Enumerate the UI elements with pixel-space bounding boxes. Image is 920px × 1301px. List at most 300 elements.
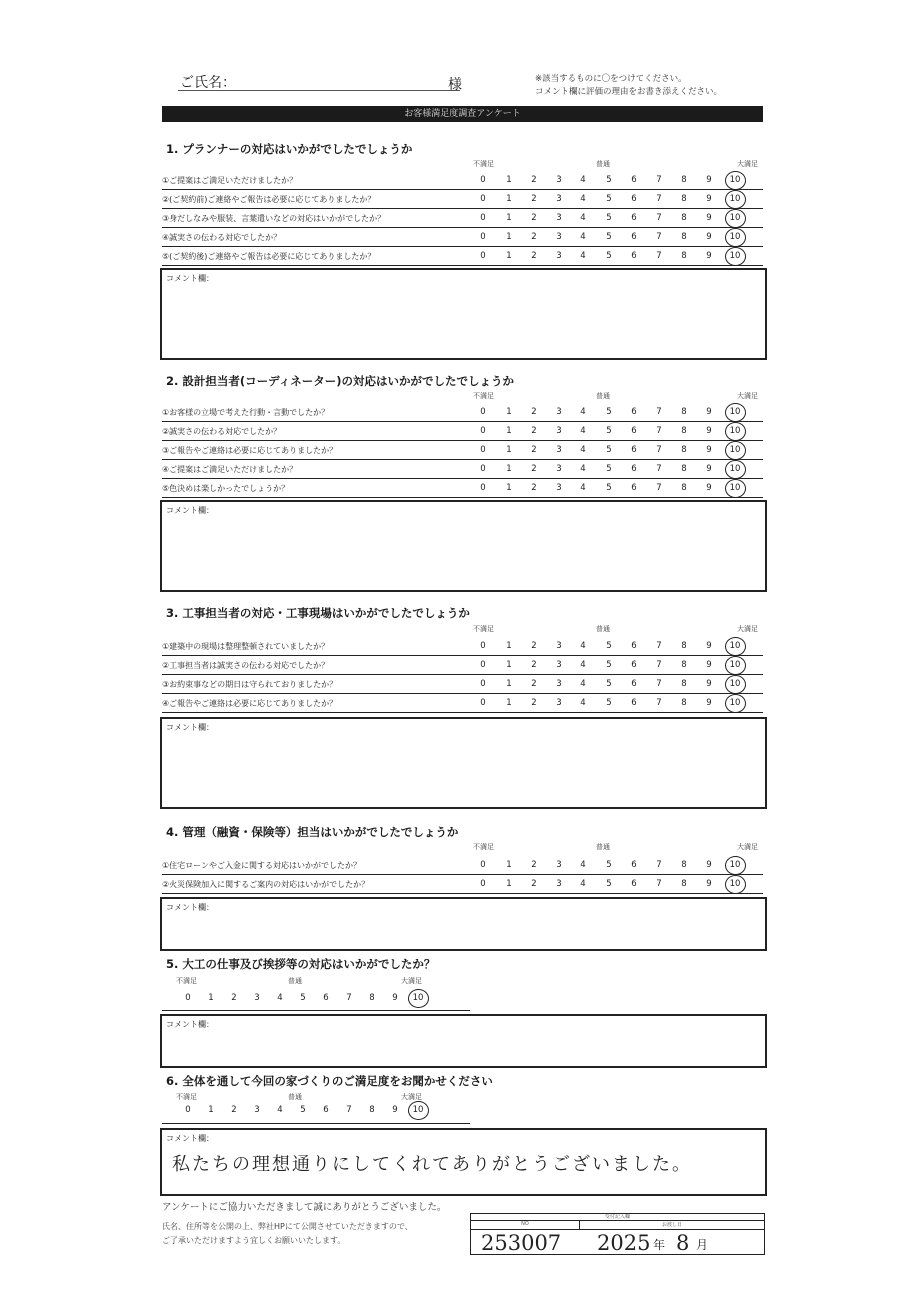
selected-rating-circle bbox=[725, 875, 746, 894]
rating-option-8[interactable]: 8 bbox=[681, 879, 687, 889]
question-row bbox=[162, 209, 763, 228]
rating-option-6[interactable]: 6 bbox=[631, 860, 637, 870]
rating-option-9[interactable]: 9 bbox=[706, 407, 712, 417]
rating-option-0[interactable]: 0 bbox=[480, 660, 486, 670]
rating-option-0[interactable]: 0 bbox=[480, 483, 486, 493]
question-row bbox=[162, 479, 763, 498]
rating-option-7[interactable]: 7 bbox=[656, 194, 662, 204]
rating-option-3[interactable]: 3 bbox=[556, 251, 562, 261]
rating-option-9[interactable]: 9 bbox=[392, 1105, 398, 1115]
rating-option-10[interactable]: 10 bbox=[729, 194, 741, 204]
rating-option-6[interactable]: 6 bbox=[631, 679, 637, 689]
rating-option-4[interactable]: 4 bbox=[277, 1105, 283, 1115]
office-record-box bbox=[470, 1213, 765, 1255]
question-text: ②誠実さの伝わる対応でしたか？ bbox=[162, 427, 282, 436]
record-month-unit: 月 bbox=[696, 1238, 709, 1252]
rating-option-1[interactable]: 1 bbox=[506, 698, 512, 708]
rating-option-0[interactable]: 0 bbox=[480, 251, 486, 261]
rating-option-4[interactable]: 4 bbox=[580, 426, 586, 436]
rating-option-8[interactable]: 8 bbox=[681, 175, 687, 185]
rating-option-2[interactable]: 2 bbox=[531, 660, 537, 670]
rating-option-8[interactable]: 8 bbox=[681, 483, 687, 493]
rating-option-7[interactable]: 7 bbox=[656, 445, 662, 455]
rating-option-3[interactable]: 3 bbox=[556, 445, 562, 455]
rating-option-5[interactable]: 5 bbox=[606, 426, 612, 436]
rating-option-0[interactable]: 0 bbox=[480, 407, 486, 417]
scale-label-mid: 普通 bbox=[288, 977, 302, 985]
rating-option-9[interactable]: 9 bbox=[706, 641, 712, 651]
rating-option-2[interactable]: 2 bbox=[531, 426, 537, 436]
rating-option-9[interactable]: 9 bbox=[392, 993, 398, 1003]
rating-option-5[interactable]: 5 bbox=[606, 679, 612, 689]
rating-option-9[interactable]: 9 bbox=[706, 860, 712, 870]
rating-option-6[interactable]: 6 bbox=[631, 213, 637, 223]
rating-option-3[interactable]: 3 bbox=[556, 660, 562, 670]
selected-rating-circle bbox=[408, 1101, 429, 1120]
rating-option-1[interactable]: 1 bbox=[506, 175, 512, 185]
scale-label-mid: 普通 bbox=[596, 392, 610, 400]
rating-option-2[interactable]: 2 bbox=[531, 213, 537, 223]
rating-option-3[interactable]: 3 bbox=[556, 194, 562, 204]
question-text: ①建築中の現場は整理整頓されていましたか？ bbox=[162, 642, 330, 651]
question-row bbox=[162, 675, 763, 694]
selected-rating-circle bbox=[725, 856, 746, 875]
section-title: 1. プランナーの対応はいかがでしたでしょうか bbox=[166, 142, 413, 156]
question-row bbox=[162, 171, 763, 190]
scale-label-low: 不満足 bbox=[473, 625, 494, 633]
rating-option-0[interactable]: 0 bbox=[480, 641, 486, 651]
selected-rating-circle bbox=[725, 403, 746, 422]
question-text: ①お客様の立場で考えた行動・言動でしたか？ bbox=[162, 408, 330, 417]
rating-option-4[interactable]: 4 bbox=[580, 407, 586, 417]
rating-option-5[interactable]: 5 bbox=[300, 993, 306, 1003]
rating-option-1[interactable]: 1 bbox=[506, 194, 512, 204]
name-suffix: 様 bbox=[448, 77, 462, 93]
rating-option-3[interactable]: 3 bbox=[556, 232, 562, 242]
rating-option-5[interactable]: 5 bbox=[606, 232, 612, 242]
selected-rating-circle bbox=[725, 637, 746, 656]
record-year-unit: 年 bbox=[653, 1238, 666, 1252]
rating-option-0[interactable]: 0 bbox=[480, 445, 486, 455]
scale-label-high: 大満足 bbox=[737, 160, 758, 168]
rating-option-8[interactable]: 8 bbox=[681, 679, 687, 689]
rating-option-3[interactable]: 3 bbox=[556, 407, 562, 417]
rating-option-2[interactable]: 2 bbox=[531, 698, 537, 708]
selected-rating-circle bbox=[725, 441, 746, 460]
rating-underline bbox=[162, 1123, 470, 1124]
scale-label-high: 大満足 bbox=[737, 625, 758, 633]
rating-option-9[interactable]: 9 bbox=[706, 213, 712, 223]
rating-option-7[interactable]: 7 bbox=[346, 1105, 352, 1115]
rating-option-10[interactable]: 10 bbox=[729, 251, 741, 261]
selected-rating-circle bbox=[725, 190, 746, 209]
comment-box[interactable] bbox=[160, 717, 767, 809]
rating-option-6[interactable]: 6 bbox=[631, 698, 637, 708]
question-text: ④ご報告やご連絡は必要に応じてありましたか？ bbox=[162, 699, 338, 708]
comment-label: コメント欄： bbox=[166, 506, 214, 515]
selected-rating-circle bbox=[725, 209, 746, 228]
rating-option-2[interactable]: 2 bbox=[531, 860, 537, 870]
rating-option-5[interactable]: 5 bbox=[606, 407, 612, 417]
rating-underline bbox=[162, 1010, 470, 1011]
rating-option-9[interactable]: 9 bbox=[706, 426, 712, 436]
rating-option-8[interactable]: 8 bbox=[681, 232, 687, 242]
question-row bbox=[162, 694, 763, 713]
question-text: ③お約束事などの期日は守られておりましたか？ bbox=[162, 680, 338, 689]
rating-option-1[interactable]: 1 bbox=[506, 483, 512, 493]
selected-rating-circle bbox=[725, 460, 746, 479]
record-month: 8 bbox=[676, 1231, 690, 1255]
rating-option-6[interactable]: 6 bbox=[631, 251, 637, 261]
rating-option-9[interactable]: 9 bbox=[706, 445, 712, 455]
comment-text: 私たちの理想通りにしてくれてありがとうございました。 bbox=[172, 1154, 692, 1175]
question-text: ②工事担当者は誠実さの伝わる対応でしたか？ bbox=[162, 661, 330, 670]
rating-option-4[interactable]: 4 bbox=[580, 679, 586, 689]
rating-option-3[interactable]: 3 bbox=[556, 426, 562, 436]
rating-option-10[interactable]: 10 bbox=[729, 464, 741, 474]
section-title: 2. 設計担当者(コーディネーター)の対応はいかがでしたでしょうか bbox=[166, 374, 514, 388]
question-row bbox=[162, 190, 763, 209]
rating-option-9[interactable]: 9 bbox=[706, 660, 712, 670]
rating-option-5[interactable]: 5 bbox=[606, 213, 612, 223]
rating-option-0[interactable]: 0 bbox=[480, 879, 486, 889]
selected-rating-circle bbox=[408, 989, 429, 1008]
rating-option-4[interactable]: 4 bbox=[277, 993, 283, 1003]
record-no-value: 253007 bbox=[481, 1231, 562, 1255]
rating-option-5[interactable]: 5 bbox=[606, 641, 612, 651]
rating-option-8[interactable]: 8 bbox=[681, 860, 687, 870]
rating-option-5[interactable]: 5 bbox=[606, 879, 612, 889]
rating-option-8[interactable]: 8 bbox=[681, 445, 687, 455]
rating-option-0[interactable]: 0 bbox=[480, 464, 486, 474]
footer-thanks: アンケートにご協力いただきまして誠にありがとうございました。 bbox=[162, 1202, 447, 1213]
comment-box[interactable] bbox=[160, 500, 767, 592]
rating-option-2[interactable]: 2 bbox=[231, 1105, 237, 1115]
rating-option-4[interactable]: 4 bbox=[580, 879, 586, 889]
rating-option-4[interactable]: 4 bbox=[580, 251, 586, 261]
rating-option-5[interactable]: 5 bbox=[606, 483, 612, 493]
comment-box[interactable] bbox=[160, 897, 767, 951]
rating-option-0[interactable]: 0 bbox=[480, 426, 486, 436]
rating-option-9[interactable]: 9 bbox=[706, 698, 712, 708]
scale-label-low: 不満足 bbox=[473, 160, 494, 168]
question-row bbox=[162, 228, 763, 247]
scale-label-mid: 普通 bbox=[596, 625, 610, 633]
record-no-label: NO bbox=[471, 1221, 580, 1230]
rating-option-10[interactable]: 10 bbox=[729, 213, 741, 223]
rating-option-9[interactable]: 9 bbox=[706, 679, 712, 689]
section-title: 6. 全体を通して今回の家づくりのご満足度をお聞かせください bbox=[166, 1074, 493, 1088]
rating-option-6[interactable]: 6 bbox=[631, 483, 637, 493]
rating-option-6[interactable]: 6 bbox=[631, 426, 637, 436]
rating-option-5[interactable]: 5 bbox=[606, 860, 612, 870]
rating-option-1[interactable]: 1 bbox=[506, 641, 512, 651]
comment-label: コメント欄： bbox=[166, 274, 214, 283]
rating-option-4[interactable]: 4 bbox=[580, 175, 586, 185]
footer-note: ご了承いただけますよう宜しくお願いいたします。 bbox=[162, 1236, 346, 1245]
rating-option-4[interactable]: 4 bbox=[580, 213, 586, 223]
rating-option-6[interactable]: 6 bbox=[631, 407, 637, 417]
rating-option-6[interactable]: 6 bbox=[631, 879, 637, 889]
question-text: ④ご提案はご満足いただけましたか？ bbox=[162, 465, 298, 474]
rating-option-1[interactable]: 1 bbox=[506, 232, 512, 242]
rating-option-10[interactable]: 10 bbox=[729, 426, 741, 436]
rating-option-6[interactable]: 6 bbox=[631, 464, 637, 474]
rating-option-9[interactable]: 9 bbox=[706, 483, 712, 493]
selected-rating-circle bbox=[725, 422, 746, 441]
rating-option-4[interactable]: 4 bbox=[580, 232, 586, 242]
rating-option-6[interactable]: 6 bbox=[631, 660, 637, 670]
rating-option-2[interactable]: 2 bbox=[531, 445, 537, 455]
comment-box[interactable] bbox=[160, 1014, 767, 1068]
comment-label: コメント欄： bbox=[166, 723, 214, 732]
rating-option-5[interactable]: 5 bbox=[300, 1105, 306, 1115]
rating-option-6[interactable]: 6 bbox=[323, 993, 329, 1003]
rating-option-4[interactable]: 4 bbox=[580, 860, 586, 870]
rating-option-3[interactable]: 3 bbox=[556, 679, 562, 689]
rating-option-10[interactable]: 10 bbox=[729, 660, 741, 670]
rating-option-2[interactable]: 2 bbox=[531, 464, 537, 474]
rating-option-3[interactable]: 3 bbox=[556, 879, 562, 889]
rating-option-2[interactable]: 2 bbox=[531, 251, 537, 261]
rating-option-8[interactable]: 8 bbox=[369, 993, 375, 1003]
rating-option-1[interactable]: 1 bbox=[506, 464, 512, 474]
rating-option-6[interactable]: 6 bbox=[631, 445, 637, 455]
rating-option-5[interactable]: 5 bbox=[606, 698, 612, 708]
rating-option-0[interactable]: 0 bbox=[480, 860, 486, 870]
question-row bbox=[162, 856, 763, 875]
rating-option-1[interactable]: 1 bbox=[506, 426, 512, 436]
selected-rating-circle bbox=[725, 228, 746, 247]
question-text: ③ご報告やご連絡は必要に応じてありましたか？ bbox=[162, 446, 338, 455]
rating-option-0[interactable]: 0 bbox=[480, 194, 486, 204]
rating-option-0[interactable]: 0 bbox=[480, 698, 486, 708]
section-title: 3. 工事担当者の対応・工事現場はいかがでしたでしょうか bbox=[166, 606, 470, 620]
rating-option-1[interactable]: 1 bbox=[506, 407, 512, 417]
question-text: ⑤色決めは楽しかったでしょうか？ bbox=[162, 484, 290, 493]
rating-option-1[interactable]: 1 bbox=[208, 993, 214, 1003]
rating-option-2[interactable]: 2 bbox=[531, 679, 537, 689]
rating-option-0[interactable]: 0 bbox=[185, 1105, 191, 1115]
scale-label-mid: 普通 bbox=[596, 843, 610, 851]
rating-option-3[interactable]: 3 bbox=[556, 483, 562, 493]
rating-option-5[interactable]: 5 bbox=[606, 194, 612, 204]
rating-option-3[interactable]: 3 bbox=[556, 641, 562, 651]
rating-option-8[interactable]: 8 bbox=[681, 641, 687, 651]
scale-label-high: 大満足 bbox=[737, 843, 758, 851]
selected-rating-circle bbox=[725, 479, 746, 498]
rating-option-1[interactable]: 1 bbox=[506, 860, 512, 870]
rating-option-8[interactable]: 8 bbox=[681, 194, 687, 204]
rating-option-9[interactable]: 9 bbox=[706, 175, 712, 185]
rating-option-8[interactable]: 8 bbox=[681, 426, 687, 436]
rating-option-7[interactable]: 7 bbox=[656, 426, 662, 436]
rating-option-3[interactable]: 3 bbox=[556, 175, 562, 185]
scale-label-low: 不満足 bbox=[473, 392, 494, 400]
question-row bbox=[162, 247, 763, 266]
rating-option-1[interactable]: 1 bbox=[506, 879, 512, 889]
selected-rating-circle bbox=[725, 656, 746, 675]
rating-option-2[interactable]: 2 bbox=[531, 232, 537, 242]
name-label: ご氏名： bbox=[180, 75, 236, 91]
rating-option-3[interactable]: 3 bbox=[254, 993, 260, 1003]
question-row bbox=[162, 875, 763, 894]
rating-option-7[interactable]: 7 bbox=[656, 407, 662, 417]
rating-option-10[interactable]: 10 bbox=[729, 445, 741, 455]
rating-option-4[interactable]: 4 bbox=[580, 660, 586, 670]
rating-option-0[interactable]: 0 bbox=[480, 213, 486, 223]
rating-option-1[interactable]: 1 bbox=[506, 679, 512, 689]
rating-option-8[interactable]: 8 bbox=[681, 251, 687, 261]
rating-option-3[interactable]: 3 bbox=[556, 464, 562, 474]
rating-option-8[interactable]: 8 bbox=[681, 464, 687, 474]
rating-option-4[interactable]: 4 bbox=[580, 464, 586, 474]
rating-option-10[interactable]: 10 bbox=[412, 1105, 424, 1115]
rating-option-0[interactable]: 0 bbox=[480, 175, 486, 185]
question-row bbox=[162, 656, 763, 675]
rating-option-7[interactable]: 7 bbox=[656, 175, 662, 185]
rating-option-9[interactable]: 9 bbox=[706, 251, 712, 261]
rating-option-8[interactable]: 8 bbox=[681, 213, 687, 223]
question-text: ③身だしなみや服装、言葉遣いなどの対応はいかがでしたか？ bbox=[162, 214, 386, 223]
rating-option-8[interactable]: 8 bbox=[681, 698, 687, 708]
rating-option-7[interactable]: 7 bbox=[656, 464, 662, 474]
scale-label-high: 大満足 bbox=[401, 977, 422, 985]
scale-label-mid: 普通 bbox=[596, 160, 610, 168]
rating-option-10[interactable]: 10 bbox=[729, 232, 741, 242]
rating-option-3[interactable]: 3 bbox=[556, 860, 562, 870]
rating-option-2[interactable]: 2 bbox=[531, 407, 537, 417]
question-text: ①住宅ローンやご入金に関する対応はいかがでしたか？ bbox=[162, 861, 362, 870]
rating-option-1[interactable]: 1 bbox=[208, 1105, 214, 1115]
rating-option-6[interactable]: 6 bbox=[631, 175, 637, 185]
rating-option-8[interactable]: 8 bbox=[369, 1105, 375, 1115]
rating-option-9[interactable]: 9 bbox=[706, 232, 712, 242]
rating-option-2[interactable]: 2 bbox=[531, 483, 537, 493]
rating-option-9[interactable]: 9 bbox=[706, 194, 712, 204]
rating-option-2[interactable]: 2 bbox=[531, 879, 537, 889]
rating-option-10[interactable]: 10 bbox=[729, 407, 741, 417]
rating-option-9[interactable]: 9 bbox=[706, 879, 712, 889]
rating-option-4[interactable]: 4 bbox=[580, 194, 586, 204]
rating-option-7[interactable]: 7 bbox=[656, 641, 662, 651]
rating-option-5[interactable]: 5 bbox=[606, 445, 612, 455]
question-row bbox=[162, 422, 763, 441]
rating-option-7[interactable]: 7 bbox=[656, 483, 662, 493]
rating-option-4[interactable]: 4 bbox=[580, 698, 586, 708]
rating-option-6[interactable]: 6 bbox=[631, 232, 637, 242]
rating-option-10[interactable]: 10 bbox=[729, 641, 741, 651]
rating-option-7[interactable]: 7 bbox=[656, 232, 662, 242]
scale-label-low: 不満足 bbox=[176, 1093, 197, 1101]
rating-option-10[interactable]: 10 bbox=[729, 679, 741, 689]
rating-option-7[interactable]: 7 bbox=[346, 993, 352, 1003]
question-row bbox=[162, 403, 763, 422]
rating-option-7[interactable]: 7 bbox=[656, 213, 662, 223]
rating-option-10[interactable]: 10 bbox=[729, 698, 741, 708]
name-input-line[interactable] bbox=[178, 90, 460, 91]
footer-note: 氏名、住所等を公開の上、弊社HPにて公開させていただきますので、 bbox=[162, 1222, 413, 1231]
rating-option-6[interactable]: 6 bbox=[323, 1105, 329, 1115]
rating-option-1[interactable]: 1 bbox=[506, 445, 512, 455]
selected-rating-circle bbox=[725, 247, 746, 266]
rating-option-2[interactable]: 2 bbox=[231, 993, 237, 1003]
rating-option-2[interactable]: 2 bbox=[531, 194, 537, 204]
rating-option-6[interactable]: 6 bbox=[631, 194, 637, 204]
question-text: ④誠実さの伝わる対応でしたか？ bbox=[162, 233, 282, 242]
question-text: ①ご提案はご満足いただけましたか？ bbox=[162, 176, 298, 185]
scale-label-high: 大満足 bbox=[401, 1093, 422, 1101]
rating-option-7[interactable]: 7 bbox=[656, 251, 662, 261]
survey-banner-title: お客様満足度調査アンケート bbox=[162, 106, 763, 122]
rating-option-7[interactable]: 7 bbox=[656, 879, 662, 889]
rating-option-2[interactable]: 2 bbox=[531, 641, 537, 651]
section-title: 5. 大工の仕事及び挨拶等の対応はいかがでしたか？ bbox=[166, 957, 436, 971]
question-text: ⑤(ご契約後)ご連絡やご報告は必要に応じてありましたか？ bbox=[162, 252, 376, 261]
rating-option-5[interactable]: 5 bbox=[606, 175, 612, 185]
rating-option-10[interactable]: 10 bbox=[729, 860, 741, 870]
rating-option-6[interactable]: 6 bbox=[631, 641, 637, 651]
selected-rating-circle bbox=[725, 675, 746, 694]
rating-option-2[interactable]: 2 bbox=[531, 175, 537, 185]
rating-option-10[interactable]: 10 bbox=[412, 993, 424, 1003]
rating-option-5[interactable]: 5 bbox=[606, 251, 612, 261]
rating-option-10[interactable]: 10 bbox=[729, 879, 741, 889]
rating-option-10[interactable]: 10 bbox=[729, 175, 741, 185]
question-row bbox=[162, 441, 763, 460]
record-date-label: お渡し日 bbox=[580, 1221, 764, 1230]
rating-option-4[interactable]: 4 bbox=[580, 641, 586, 651]
record-year: 2025 bbox=[597, 1231, 651, 1255]
comment-box[interactable] bbox=[160, 1128, 767, 1196]
rating-option-1[interactable]: 1 bbox=[506, 251, 512, 261]
comment-box[interactable] bbox=[160, 268, 767, 360]
rating-option-5[interactable]: 5 bbox=[606, 464, 612, 474]
scale-label-high: 大満足 bbox=[737, 392, 758, 400]
rating-option-4[interactable]: 4 bbox=[580, 445, 586, 455]
question-text: ②火災保険加入に関するご案内の対応はいかがでしたか？ bbox=[162, 880, 370, 889]
record-header: 受付記入欄 bbox=[471, 1214, 764, 1221]
comment-label: コメント欄： bbox=[166, 903, 214, 912]
rating-option-3[interactable]: 3 bbox=[254, 1105, 260, 1115]
rating-option-7[interactable]: 7 bbox=[656, 860, 662, 870]
rating-option-9[interactable]: 9 bbox=[706, 464, 712, 474]
question-row bbox=[162, 637, 763, 656]
rating-option-3[interactable]: 3 bbox=[556, 698, 562, 708]
rating-option-10[interactable]: 10 bbox=[729, 483, 741, 493]
scale-label-low: 不満足 bbox=[473, 843, 494, 851]
rating-option-0[interactable]: 0 bbox=[480, 232, 486, 242]
question-text: ②(ご契約前)ご連絡やご報告は必要に応じてありましたか？ bbox=[162, 195, 376, 204]
selected-rating-circle bbox=[725, 171, 746, 190]
rating-option-0[interactable]: 0 bbox=[185, 993, 191, 1003]
rating-option-1[interactable]: 1 bbox=[506, 213, 512, 223]
rating-option-8[interactable]: 8 bbox=[681, 407, 687, 417]
rating-option-7[interactable]: 7 bbox=[656, 660, 662, 670]
comment-label: コメント欄： bbox=[166, 1134, 214, 1143]
rating-option-3[interactable]: 3 bbox=[556, 213, 562, 223]
rating-option-5[interactable]: 5 bbox=[606, 660, 612, 670]
rating-option-7[interactable]: 7 bbox=[656, 679, 662, 689]
rating-option-0[interactable]: 0 bbox=[480, 679, 486, 689]
comment-label: コメント欄： bbox=[166, 1020, 214, 1029]
rating-option-1[interactable]: 1 bbox=[506, 660, 512, 670]
rating-option-7[interactable]: 7 bbox=[656, 698, 662, 708]
question-row bbox=[162, 460, 763, 479]
rating-option-4[interactable]: 4 bbox=[580, 483, 586, 493]
instruction-note: ※該当するものに〇をつけてください。 bbox=[535, 74, 687, 84]
rating-option-8[interactable]: 8 bbox=[681, 660, 687, 670]
